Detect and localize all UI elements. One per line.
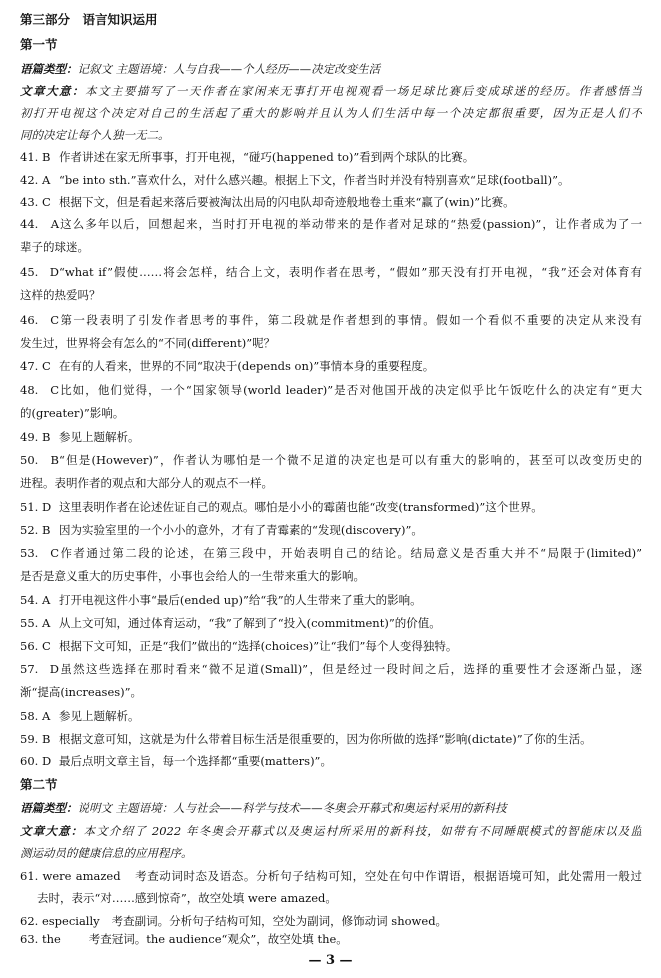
answer-number: 45. D (20, 265, 59, 279)
summary-2-line-1: 文章大意：本文介绍了 2022 年冬奥会开幕式以及奥运村所采用的新科技，如带有不同睡眠模式的智能床以及监 (20, 824, 642, 838)
answer-number: 43. C (20, 195, 51, 209)
answer-number: 57. D (20, 662, 59, 676)
answer-61: 61. were amazed 考查动词时态及语态。分析句子结构可知，空处在句中作谓语，根据语境可知，此处需用一般过 (20, 869, 642, 883)
answer-50-cont: 进程。表明作者的观点和大部分人的观点不一样。 (20, 476, 273, 490)
part-title: 第三部分 语言知识运用 (20, 12, 158, 27)
answer-46-cont: 发生过，世界将会有怎么的“不同(different)”呢？ (20, 336, 276, 350)
answer-number: 59. B (20, 732, 51, 746)
answer-44: 44. A这么多年以后，回想起来，当时打开电视的举动带来的是作者对足球的“热爱(passion)”，让作者成为了一 (20, 217, 642, 231)
answer-number: 61. were amazed (20, 869, 121, 883)
genre-label: 语篇类型： (20, 801, 78, 815)
summary-1-line-2: 初打开电视这个决定对自己的生活起了重大的影响并且认为人们生活中每一个决定都很重要，因为正是人们不 (20, 106, 642, 120)
summary-2-line-2: 测运动员的健康信息的应用程序。 (20, 846, 193, 860)
answer-45: 45. D“what if”假使……将会怎样，结合上文，表明作者在思考，“假如”那天没有打开电视，“我”还会对体育有 (20, 265, 642, 279)
answer-53: 53. C作者通过第二段的论述，在第三段中，开始表明自己的结论。结局意义是否重大并不“局限于(limited)” (20, 546, 642, 560)
answer-number: 60. D (20, 754, 52, 768)
answer-number: 49. B (20, 430, 51, 444)
answer-number: 46. C (20, 313, 59, 327)
answer-54: 54. A 打开电视这件小事“最后(ended up)”给“我”的人生带来了重大的影响。 (20, 593, 422, 607)
genre-text: 记叙文 主题语境：人与自我——个人经历——决定改变生活 (77, 62, 381, 76)
answer-number: 55. A (20, 616, 51, 630)
answer-number: 48. C (20, 383, 59, 397)
genre-line-2 (20, 799, 642, 817)
section-2-title: 第二节 (20, 777, 58, 792)
answer-number: 53. C (20, 546, 59, 560)
answer-number: 41. B (20, 150, 51, 164)
answer-55: 55. A 从上文可知，通过体育运动，“我”了解到了“投入(commitment)”的价值。 (20, 616, 441, 630)
answer-56: 56. C 根据下文可知，正是“我们”做出的“选择(choices)”让“我们”每个人变得独特。 (20, 639, 458, 653)
answer-number: 50. B (20, 453, 59, 467)
answer-52: 52. B 因为实验室里的一个小小的意外，才有了青霉素的“发现(discovery)”。 (20, 523, 423, 537)
answer-number: 52. B (20, 523, 51, 537)
answer-44-cont: 辈子的球迷。 (20, 240, 89, 254)
summary-1-line-3: 同的决定让每个人独一无二。 (20, 128, 170, 142)
page-number: — 3 — (308, 953, 353, 968)
answer-41: 41. B 作者讲述在家无所事事，打开电视，“碰巧(happened to)”看到两个球队的比赛。 (20, 150, 475, 164)
section-1-title: 第一节 (20, 37, 58, 52)
answer-42: 42. A “be into sth.”喜欢什么，对什么感兴趣。根据上下文，作者当时并没有特别喜欢“足球(football)”。 (20, 173, 570, 187)
answer-58: 58. A 参见上题解析。 (20, 709, 140, 723)
answer-number: 56. C (20, 639, 51, 653)
answer-47: 47. C 在有的人看来，世界的不同“取决于(depends on)”事情本身的重要程度。 (20, 359, 435, 373)
answer-62: 62. especially 考查副词。分析句子结构可知，空处为副词，修饰动词 showed。 (20, 914, 448, 928)
answer-50: 50. B“但是(However)”，作者认为哪怕是一个微不足道的决定也是可以有重大的影响的，甚至可以改变历史的 (20, 453, 642, 467)
answer-53-cont: 是否是意义重大的历史事件，小事也会给人的一生带来重大的影响。 (20, 569, 365, 583)
answer-number: 62. especially (20, 914, 100, 928)
answer-57-cont: 渐“提高(increases)”。 (20, 685, 143, 699)
answer-46: 46. C第一段表明了引发作者思考的事件，第二段就是作者想到的事情。假如一个看似不重要的决定从来没有 (20, 313, 642, 327)
answer-57: 57. D虽然这些选择在那时看来“微不足道(Small)”，但是经过一段时间之后，选择的重要性才会逐渐凸显，逐 (20, 662, 642, 676)
answer-number: 54. A (20, 593, 51, 607)
genre-text: 说明文 主题语境：人与社会——科学与技术——冬奥会开幕式和奥运村采用的新科技 (77, 801, 507, 815)
answer-number: 51. D (20, 500, 52, 514)
answer-48: 48. C比如，他们觉得，一个“国家领导(world leader)”是否对他国开战的决定似乎比午饭吃什么的决定有“更大 (20, 383, 642, 397)
answer-51: 51. D 这里表明作者在论述佐证自己的观点。哪怕是小小的霉菌也能“改变(transformed)”这个世界。 (20, 500, 543, 514)
answer-45-cont: 这样的热爱吗？ (20, 288, 101, 302)
genre-label: 语篇类型： (20, 62, 78, 76)
answer-number: 42. A (20, 173, 51, 187)
answer-63: 63. the 考查冠词。the audience“观众”，故空处填 the。 (20, 932, 348, 946)
summary-label: 文章大意： (20, 84, 85, 98)
answer-number: 58. A (20, 709, 51, 723)
answer-number: 47. C (20, 359, 51, 373)
answer-60: 60. D 最后点明文章主旨，每一个选择都“重要(matters)”。 (20, 754, 332, 768)
answer-48-cont: 的(greater)”影响。 (20, 406, 125, 420)
summary-label: 文章大意： (20, 824, 84, 838)
genre-line-1 (20, 60, 642, 78)
summary-1-line-1: 文章大意：本文主要描写了一天作者在家闲来无事打开电视观看一场足球比赛后变成球迷的经历。作者感悟当 (20, 84, 642, 98)
answer-number: 63. the (20, 932, 61, 946)
answer-49: 49. B 参见上题解析。 (20, 430, 140, 444)
answer-61-cont: 去时，表示“对……感到惊奇”，故空处填 were amazed。 (37, 891, 337, 905)
answer-number: 44. A (20, 217, 59, 231)
answer-59: 59. B 根据文意可知，这就是为什么带着目标生活是很重要的，因为你所做的选择“影响(dictate)”了你的生活。 (20, 732, 592, 746)
answer-43: 43. C 根据下文，但是看起来落后要被淘汰出局的闪电队却奇迹般地卷土重来“赢了(win)”比赛。 (20, 195, 515, 209)
